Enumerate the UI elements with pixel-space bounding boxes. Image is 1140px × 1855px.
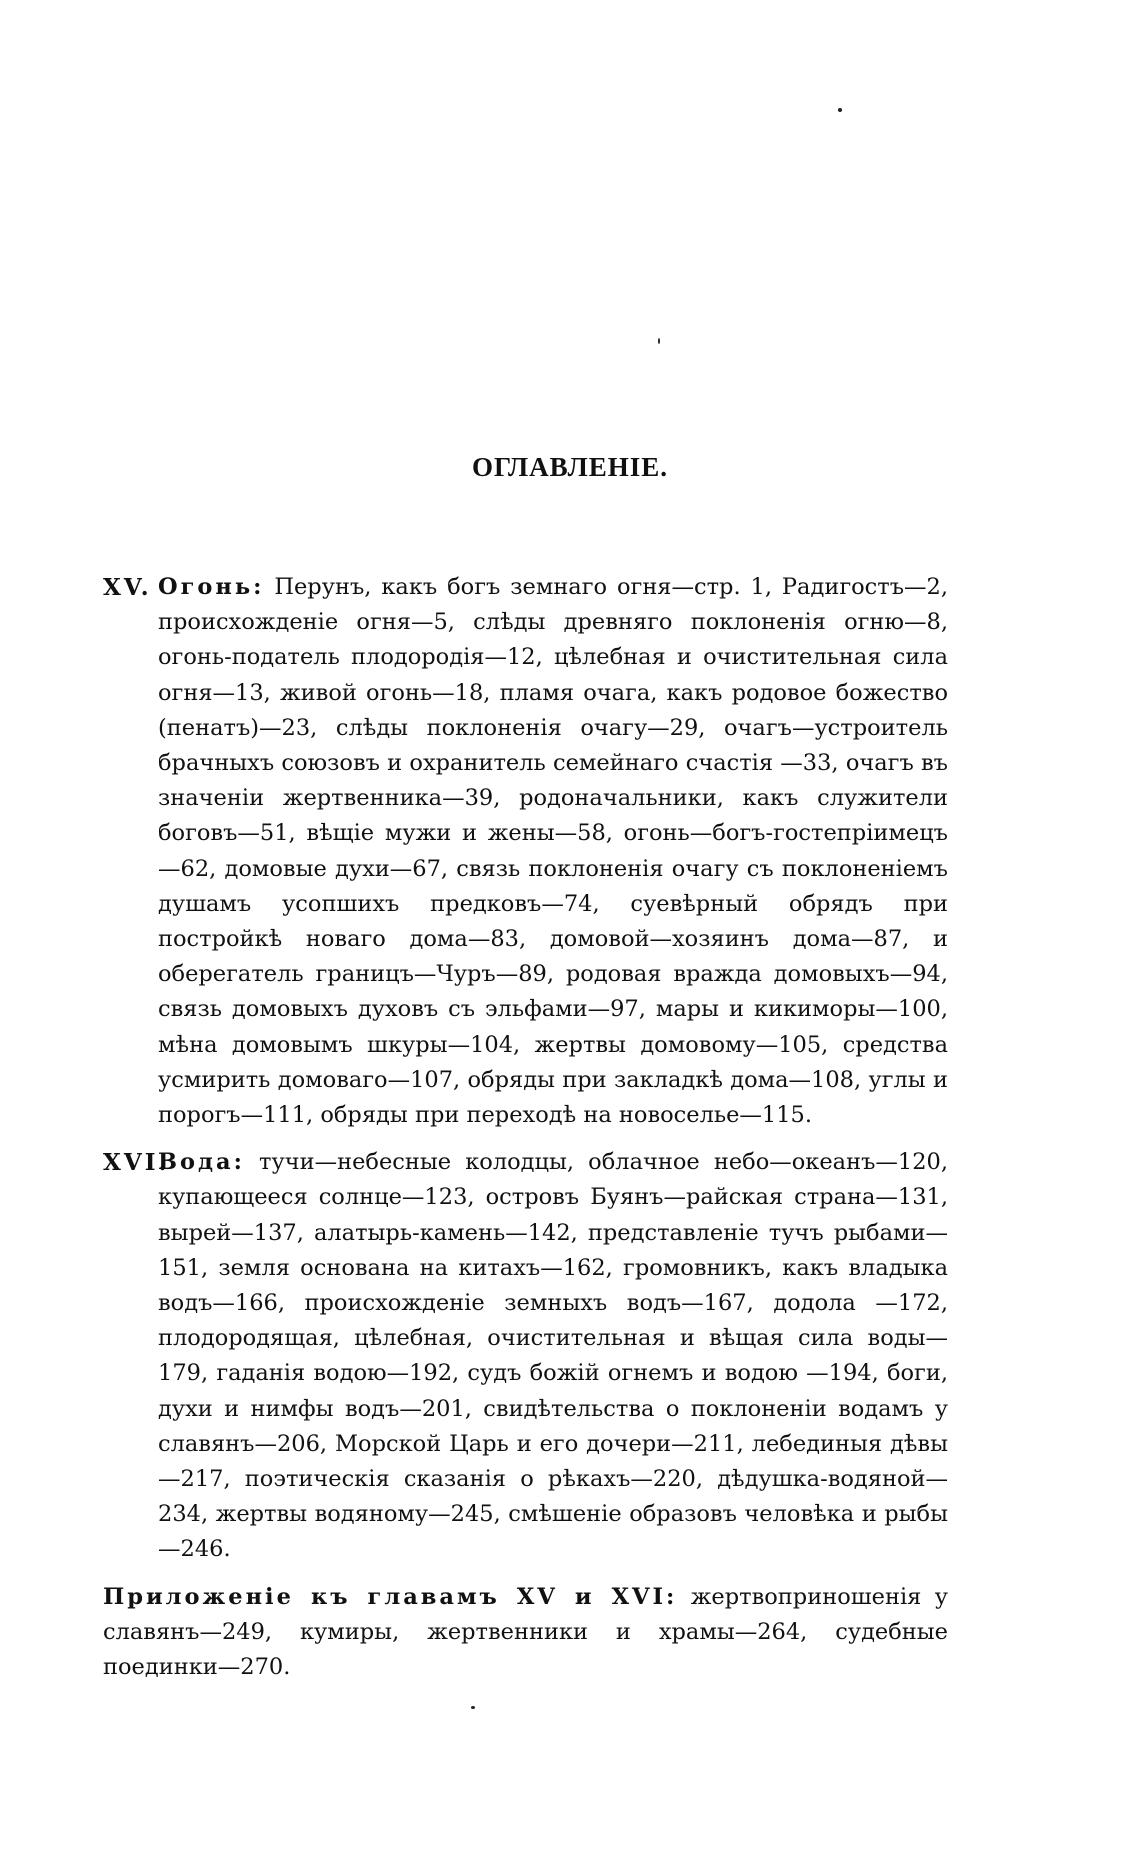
toc-entry-xvi xyxy=(103,1145,948,1567)
chapter-topics: тучи—небесные колодцы, облачное небо—океанъ—120, купающееся солнце—123, островъ Буянъ—райская страна—131, вырей—137, алатырь-камень—142, представленіе тучъ рыбами—151, земля основана на китахъ—162, громовникъ, какъ владыка водъ—166, происхожденіе земныхъ водъ—167, додола —172, плодородящая, цѣлебная, очистительная и вѣщая сила воды—179, гаданія водою—192, судъ божій огнемъ и водою —194, боги, духи и нимфы водъ—201, свидѣтельства о поклоненіи водамъ у славянъ—206, Морской Царь и его дочери—211, лебединыя дѣвы—217, поэтическія сказанія о рѣкахъ—220, дѣдушка-водяной—234, жертвы водяному—245, смѣшеніе образовъ человѣка и рыбы—246. xyxy=(158,1149,949,1563)
page-title: ОГЛАВЛЕНІЕ. xyxy=(471,452,669,482)
toc-entry-xv xyxy=(103,570,948,1133)
appendix-topics: жертвоприношенія у славянъ—249, кумиры, жертвенники и храмы—264, судебные поединки—270. xyxy=(103,1583,948,1681)
table-of-contents xyxy=(103,570,948,1697)
appendix-contents xyxy=(103,1580,948,1686)
chapter-contents xyxy=(158,1145,948,1567)
scan-speck xyxy=(471,1706,475,1709)
chapter-contents xyxy=(158,570,948,1133)
scan-speck xyxy=(658,338,660,344)
chapter-heading: Вода: xyxy=(158,1149,245,1176)
appendix-heading: Приложеніе къ главамъ XV и XVI: xyxy=(103,1583,678,1610)
chapter-topics: Перунъ, какъ богъ земнаго огня—стр. 1, Радигостъ—2, происхожденіе огня—5, слѣды древняго поклоненія огню—8, огонь-податель плодородія—12, цѣлебная и очистительная сила огня—13, живой огонь—18, пламя очага, какъ родовое божество (пенатъ)—23, слѣды поклоненія очагу—29, очагъ—устроитель брачныхъ союзовъ и охранитель семейнаго счастія —33, очагъ въ значеніи жертвенника—39, родоначальники, какъ служители боговъ—51, вѣщіе мужи и жены—58, огонь—богъ-гостепріимецъ —62, домовые духи—67, связь поклоненія очагу съ поклоненіемъ душамъ усопшихъ предковъ—74, суевѣрный обрядъ при постройкѣ новаго дома—83, домовой—хозяинъ дома—87, и оберегатель границъ—Чуръ—89, родовая вражда домовыхъ—94, связь домовыхъ духовъ съ эльфами—97, мары и кикиморы—100, мѣна домовымъ шкуры—104, жертвы домовому—105, средства усмирить домоваго—107, обряды при закладкѣ дома—108, углы и порогъ—111, обряды при переходѣ на новоселье—115. xyxy=(158,574,948,1129)
toc-entry-appendix xyxy=(103,1580,948,1686)
chapter-number: XVI. xyxy=(103,1149,170,1177)
scan-speck xyxy=(838,108,842,112)
chapter-number: XV. xyxy=(103,574,152,601)
chapter-heading: Огонь: xyxy=(158,574,265,600)
